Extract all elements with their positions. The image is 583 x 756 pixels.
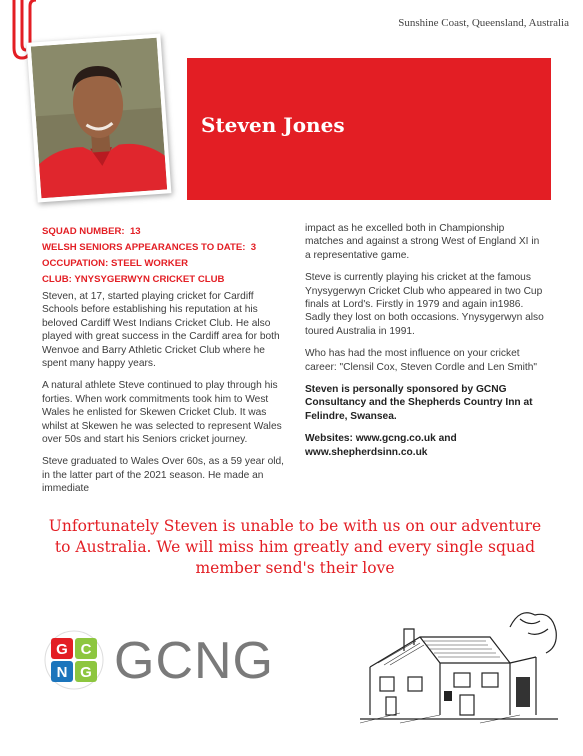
sponsor-paragraph: Steven is personally sponsored by GCNG Consultancy and the Shepherds Country Inn at Felindre, Swansea.	[305, 384, 533, 422]
absence-notice: Unfortunately Steven is unable to be with us on our adventure to Australia. We will miss him greatly and every single squad member send's their love	[48, 517, 542, 577]
bio-column-left	[42, 224, 292, 505]
fact-squad-number: SQUAD NUMBER: 13	[42, 226, 141, 237]
logo-tile-n: N	[56, 664, 68, 681]
logo-tile-g: G	[56, 641, 68, 658]
logo-tile-g2: G	[80, 664, 92, 681]
player-photo	[27, 34, 172, 203]
influence-paragraph: Who has had the most influence on your cricket career: "Clensil Cox, Steven Cordle and Len Smith"	[305, 348, 538, 373]
fact-occupation: OCCUPATION: STEEL WORKER	[42, 258, 189, 269]
shepherds-inn-sketch	[360, 607, 558, 725]
bio-paragraph: Steven, at 17, started playing cricket for Cardiff Schools before establishing his reputation at his beloved Cardiff West Indians Cricket Club. He also played with great success in the Cardiff area for both Wenvoe and Barry Athletic Cricket Club where he spent many happy years.	[42, 291, 280, 370]
gcng-logo-mark-icon	[42, 630, 106, 690]
fact-appearances: WELSH SENIORS APPEARANCES TO DATE: 3	[42, 242, 257, 253]
gcng-logo-text: GCNG	[114, 632, 274, 690]
bio-paragraph: Steve is currently playing his cricket at the famous Ynysygerwyn Cricket Club who appeared in two Cup finals at Lord's. Firstly in 1979 and again in1986. Sadly they lost on both occasions. Ynysygerwyn also toured Australia in 1991.	[305, 272, 544, 337]
fact-club: CLUB: YNYSYGERWYN CRICKET CLUB	[42, 274, 225, 285]
player-name: Steven Jones	[201, 113, 345, 137]
logo-tile-c: C	[80, 641, 92, 658]
bio-paragraph: impact as he excelled both in Championship matches and against a strong West of England XI in a representative game.	[305, 223, 540, 261]
player-facts	[42, 224, 292, 288]
gcng-logo	[42, 630, 332, 690]
websites-paragraph: Websites: www.gcng.co.uk and www.shepherdsinn.co.uk	[305, 433, 457, 458]
bio-paragraph: A natural athlete Steve continued to play through his forties. When work commitments took him to West Wales he enlisted for Skewen Cricket Club. It was whilst at Skewen he was selected to represent Wales over 50s and start his Seniors cricket journey.	[42, 380, 282, 446]
bio-column-right	[305, 222, 545, 468]
location-text: Sunshine Coast, Queensland, Australia	[398, 17, 569, 29]
name-banner	[187, 58, 551, 200]
bio-paragraph: Steve graduated to Wales Over 60s, as a 59 year old, in the latter part of the 2021 season. He made an immediate	[42, 456, 284, 495]
